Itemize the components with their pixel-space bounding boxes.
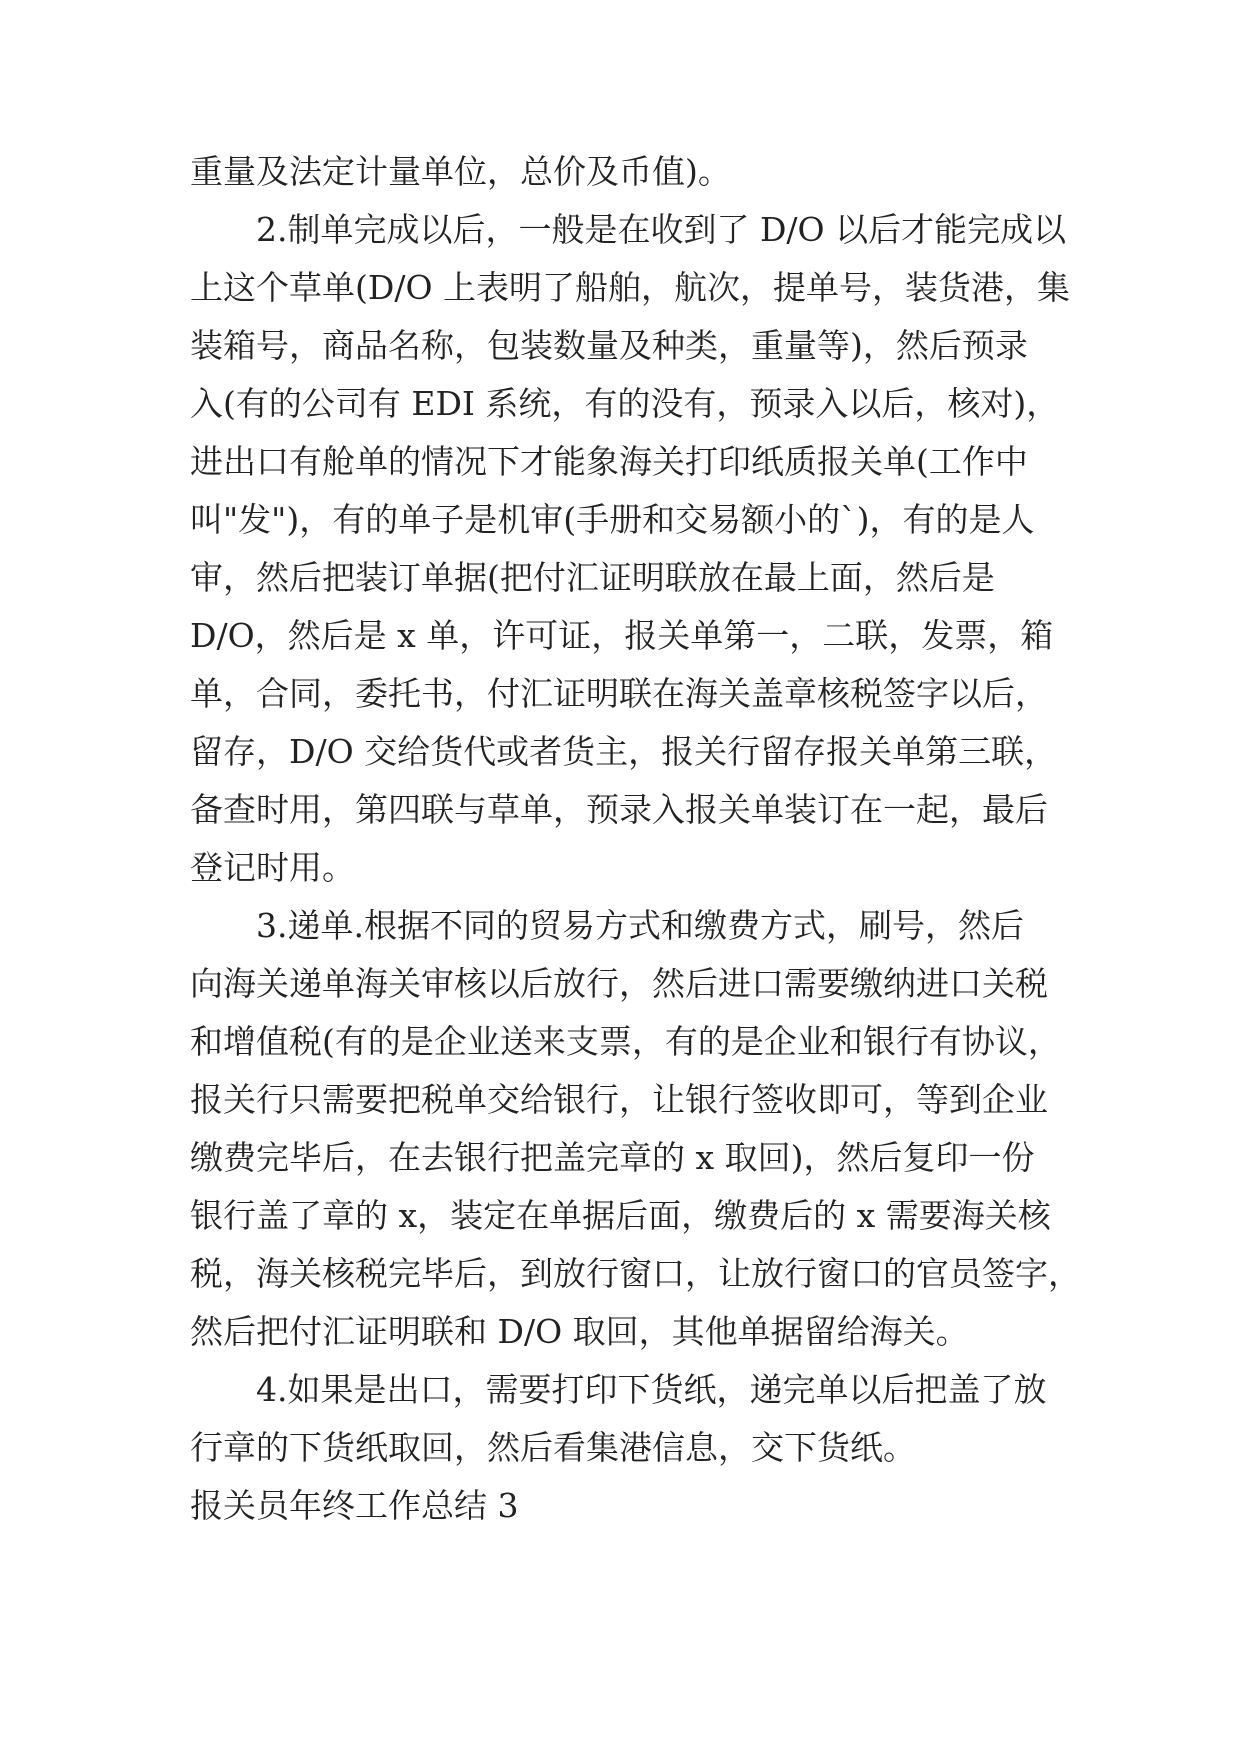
text-line: D/O，然后是 x 单，许可证，报关单第一，二联，发票，箱 (190, 616, 1054, 655)
text-line: 装箱号，商品名称，包装数量及种类，重量等)，然后预录 (190, 326, 1028, 365)
text-line: 4.如果是出口，需要打印下货纸，递完单以后把盖了放 (256, 1370, 1047, 1409)
text-line: 入(有的公司有 EDI 系统，有的没有，预录入以后，核对)， (190, 384, 1060, 423)
text-line: 叫"发")，有的单子是机审(手册和交易额小的`)，有的是人 (190, 500, 1035, 539)
text-line: 向海关递单海关审核以后放行，然后进口需要缴纳进口关税 (190, 964, 1048, 1003)
text-line: 然后把付汇证明联和 D/O 取回，其他单据留给海关。 (190, 1312, 969, 1351)
text-line: 单，合同，委托书，付汇证明联在海关盖章核税签字以后， (190, 674, 1048, 713)
text-line: 登记时用。 (190, 848, 355, 887)
text-line: 备查时用，第四联与草单，预录入报关单装订在一起，最后 (190, 790, 1048, 829)
text-line: 审，然后把装订单据(把付汇证明联放在最上面，然后是 (190, 558, 995, 597)
text-line: 重量及法定计量单位，总价及币值)。 (190, 152, 731, 191)
text-line: 行章的下货纸取回，然后看集港信息，交下货纸。 (190, 1428, 916, 1467)
text-line: 银行盖了章的 x，装定在单据后面，缴费后的 x 需要海关核 (190, 1196, 1051, 1235)
text-line: 缴费完毕后，在去银行把盖完章的 x 取回)，然后复印一份 (190, 1138, 1035, 1177)
section-heading: 报关员年终工作总结 3 (190, 1486, 519, 1525)
text-line: 和增值税(有的是企业送来支票，有的是企业和银行有协议， (190, 1022, 1061, 1061)
text-line: 上这个草单(D/O 上表明了船舶，航次，提单号，装货港，集 (190, 268, 1070, 307)
text-line: 3.递单.根据不同的贸易方式和缴费方式，刷号，然后 (256, 906, 1024, 945)
text-line: 报关行只需要把税单交给银行，让银行签收即可，等到企业 (190, 1080, 1048, 1119)
text-line: 进出口有舱单的情况下才能象海关打印纸质报关单(工作中 (190, 442, 1028, 481)
text-line: 税，海关核税完毕后，到放行窗口，让放行窗口的官员签字， (190, 1254, 1081, 1293)
text-line: 留存，D/O 交给货代或者货主，报关行留存报关单第三联， (190, 732, 1058, 771)
text-line: 2.制单完成以后，一般是在收到了 D/O 以后才能完成以 (256, 210, 1067, 249)
